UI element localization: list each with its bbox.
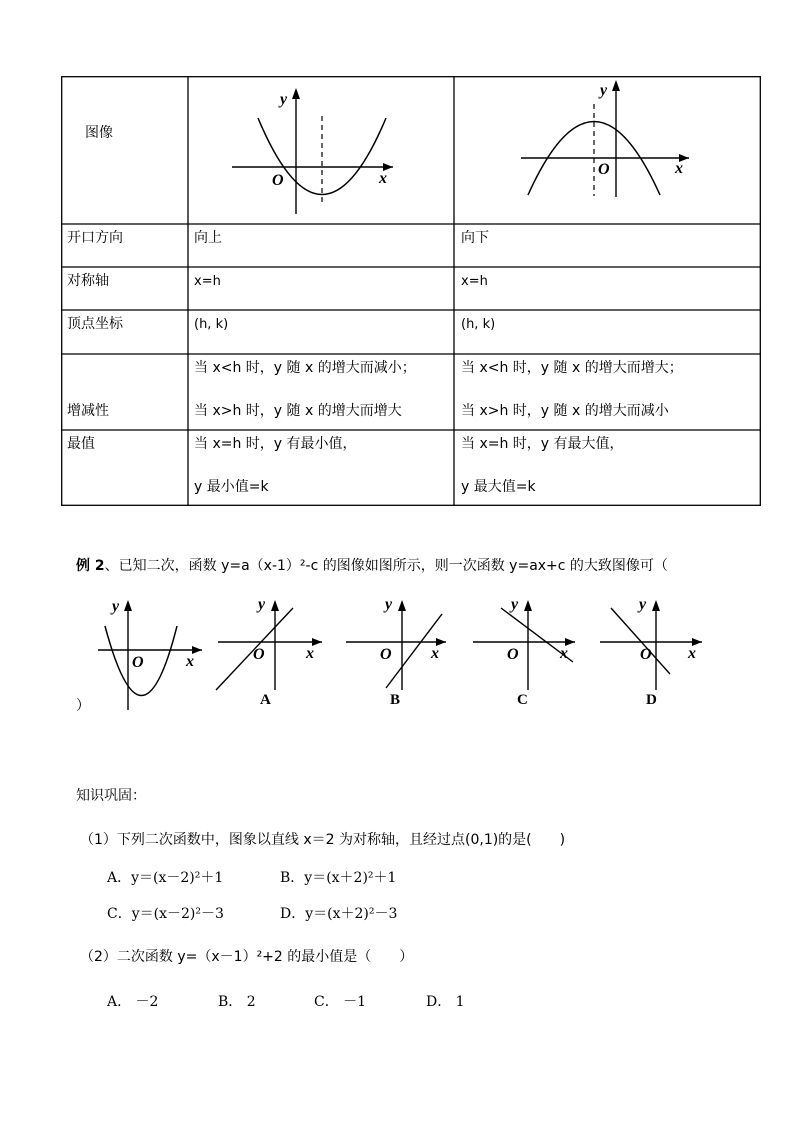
extreme-up-1: 当 x=h 时，y 有最小值， [194,436,357,452]
table-grid [61,76,761,506]
axis-x-label: x [186,653,194,670]
row-label-monotonic: 增减性 [67,403,109,419]
q2-option-b: B． 2 [218,994,256,1010]
origin-label: O [507,646,519,663]
review-heading: 知识巩固： [76,788,146,804]
axis-x-label: x [306,645,314,662]
q1-option-a: A．y＝(x－2)²＋1 [107,870,224,886]
option-a-graph [216,596,322,690]
row-label-opening: 开口方向 [67,230,123,246]
axis-y-label: y [639,596,647,613]
option-c-label: C [517,692,528,708]
axis-x-label: x [688,645,696,662]
monotonic-down-2: 当 x>h 时，y 随 x 的增大而减小 [461,403,669,419]
vertex-up: (h, k) [194,317,229,332]
example-close-paren: ） [76,698,90,714]
option-d-label: D [646,692,657,708]
axis-y-label: y [258,596,266,613]
example-2-question [76,557,668,575]
monotonic-down-1: 当 x<h 时，y 随 x 的增大而增大； [461,360,683,376]
origin-label: O [598,161,610,178]
opening-up: 向上 [194,230,222,246]
vertex-down: (h, k) [461,317,496,332]
origin-label: O [640,646,652,663]
axis-x-label: x [675,160,683,177]
row-label-vertex: 顶点坐标 [67,316,123,332]
q1-option-d: D．y＝(x＋2)²－3 [280,906,398,922]
origin-label: O [380,646,392,663]
option-a-label: A [260,692,271,708]
properties-table [61,76,761,506]
option-b-label: B [390,692,401,708]
downward-parabola-graph [521,80,689,197]
example-graphs [90,590,720,720]
option-b-graph [346,596,446,690]
origin-label: O [253,646,265,663]
q1-stem: （1）下列二次函数中，图象以直线 x＝2 为对称轴，且经过点(0,1)的是( ) [80,832,566,848]
q2-option-c: C． －1 [314,994,367,1010]
row-label-extreme: 最值 [67,436,95,452]
axis-y-label: y [280,91,288,108]
q2-stem: （2）二次函数 y=（x－1）²+2 的最小值是（ ） [80,949,414,965]
axis-y-label: y [385,596,393,613]
upward-parabola-graph [232,88,393,214]
axis-y-label: y [511,596,519,613]
example-text: 、已知二次，函数 y=a（x-1）²-c 的图像如图所示，则一次函数 y=ax+c 的大致图像可（ [104,558,668,574]
axis-x-label: x [431,645,439,662]
extreme-down-2: y 最大值=k [461,479,536,495]
opening-down: 向下 [461,230,489,246]
axis-down: x=h [461,274,488,289]
option-d-graph [600,596,702,690]
axis-x-label: x [379,170,387,187]
axis-y-label: y [600,82,608,99]
extreme-up-2: y 最小值=k [194,479,269,495]
row-label-axis: 对称轴 [67,273,109,289]
origin-label: O [132,654,144,671]
monotonic-up-2: 当 x>h 时，y 随 x 的增大而增大 [194,403,402,419]
q2-option-a: A． －2 [107,994,159,1010]
axis-x-label: x [560,645,568,662]
example-parabola-graph [98,598,202,710]
extreme-down-1: 当 x=h 时，y 有最大值， [461,436,624,452]
origin-label: O [272,172,284,189]
axis-y-label: y [112,598,120,615]
q1-option-c: C．y＝(x－2)²－3 [107,906,224,922]
example-label: 例 2 [76,558,105,574]
q2-option-d: D． 1 [426,994,465,1010]
monotonic-up-1: 当 x<h 时，y 随 x 的增大而减小； [194,360,416,376]
row-label-graph: 图像 [85,125,113,141]
axis-up: x=h [194,274,221,289]
option-c-graph [473,596,575,690]
q1-option-b: B．y＝(x＋2)²＋1 [280,870,397,886]
